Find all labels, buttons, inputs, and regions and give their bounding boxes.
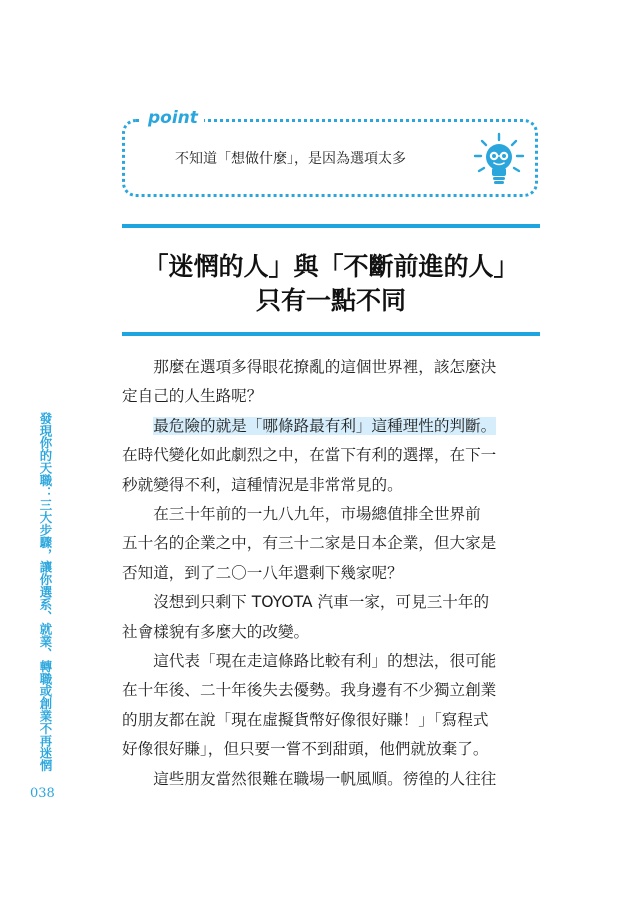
heading-rule-bottom [122,332,540,336]
body-text [122,353,540,794]
body-line: 的朋友都在說「現在虛擬貨幣好像很好賺！」「寫程式 [122,710,489,729]
book-title-vertical: 發現你的天職：三大步驟，讓你選系、就業、轉職或創業不再迷惘 [38,412,53,772]
body-line: 秒就變得不利，這種情況是非常常見的。 [122,475,403,494]
body-line: 那麼在選項多得眼花撩亂的這個世界裡，該怎麼決 [122,358,497,376]
body-line: 社會樣貌有多麼大的改變。 [122,622,310,641]
body-line-highlighted [122,412,540,441]
body-line: 在時代變化如此劇烈之中，在當下有利的選擇，在下一 [122,446,497,465]
heading-line-2: 只有一點不同 [255,286,406,315]
body-line: 這代表「現在走這條路比較有利」的想法，很可能 [122,652,497,671]
point-label: point [142,108,204,128]
page-number: 038 [30,786,55,801]
body-line: 好像很好賺」，但只要一嘗不到甜頭，他們就放棄了。 [122,740,489,759]
body-line: 在十年後、二十年後失去優勢。我身邊有不少獨立創業 [122,681,497,700]
body-line: 在三十年前的一九八九年，市場總值排全世界前 [122,505,481,524]
indent [122,417,153,435]
lightbulb-icon [470,131,528,189]
body-line: 沒想到只剩下 TOYOTA 汽車一家，可見三十年的 [122,593,490,612]
body-line: 這些朋友當然很難在職場一帆風順。徬徨的人往往 [122,769,497,788]
highlighted-sentence: 最危險的就是「哪條路最有利」這種理性的判斷。 [153,416,497,435]
body-line: 五十名的企業之中，有三十二家是日本企業，但大家是 [122,534,497,553]
heading-line-1: 「迷惘的人」與「不斷前進的人」 [143,252,519,281]
body-line: 定自己的人生路呢？ [122,387,263,406]
point-text: 不知道「想做什麼」，是因為選項太多 [175,151,406,167]
heading-rule-top [122,224,540,228]
body-line: 否知道，到了二〇一八年還剩下幾家呢？ [122,563,403,582]
